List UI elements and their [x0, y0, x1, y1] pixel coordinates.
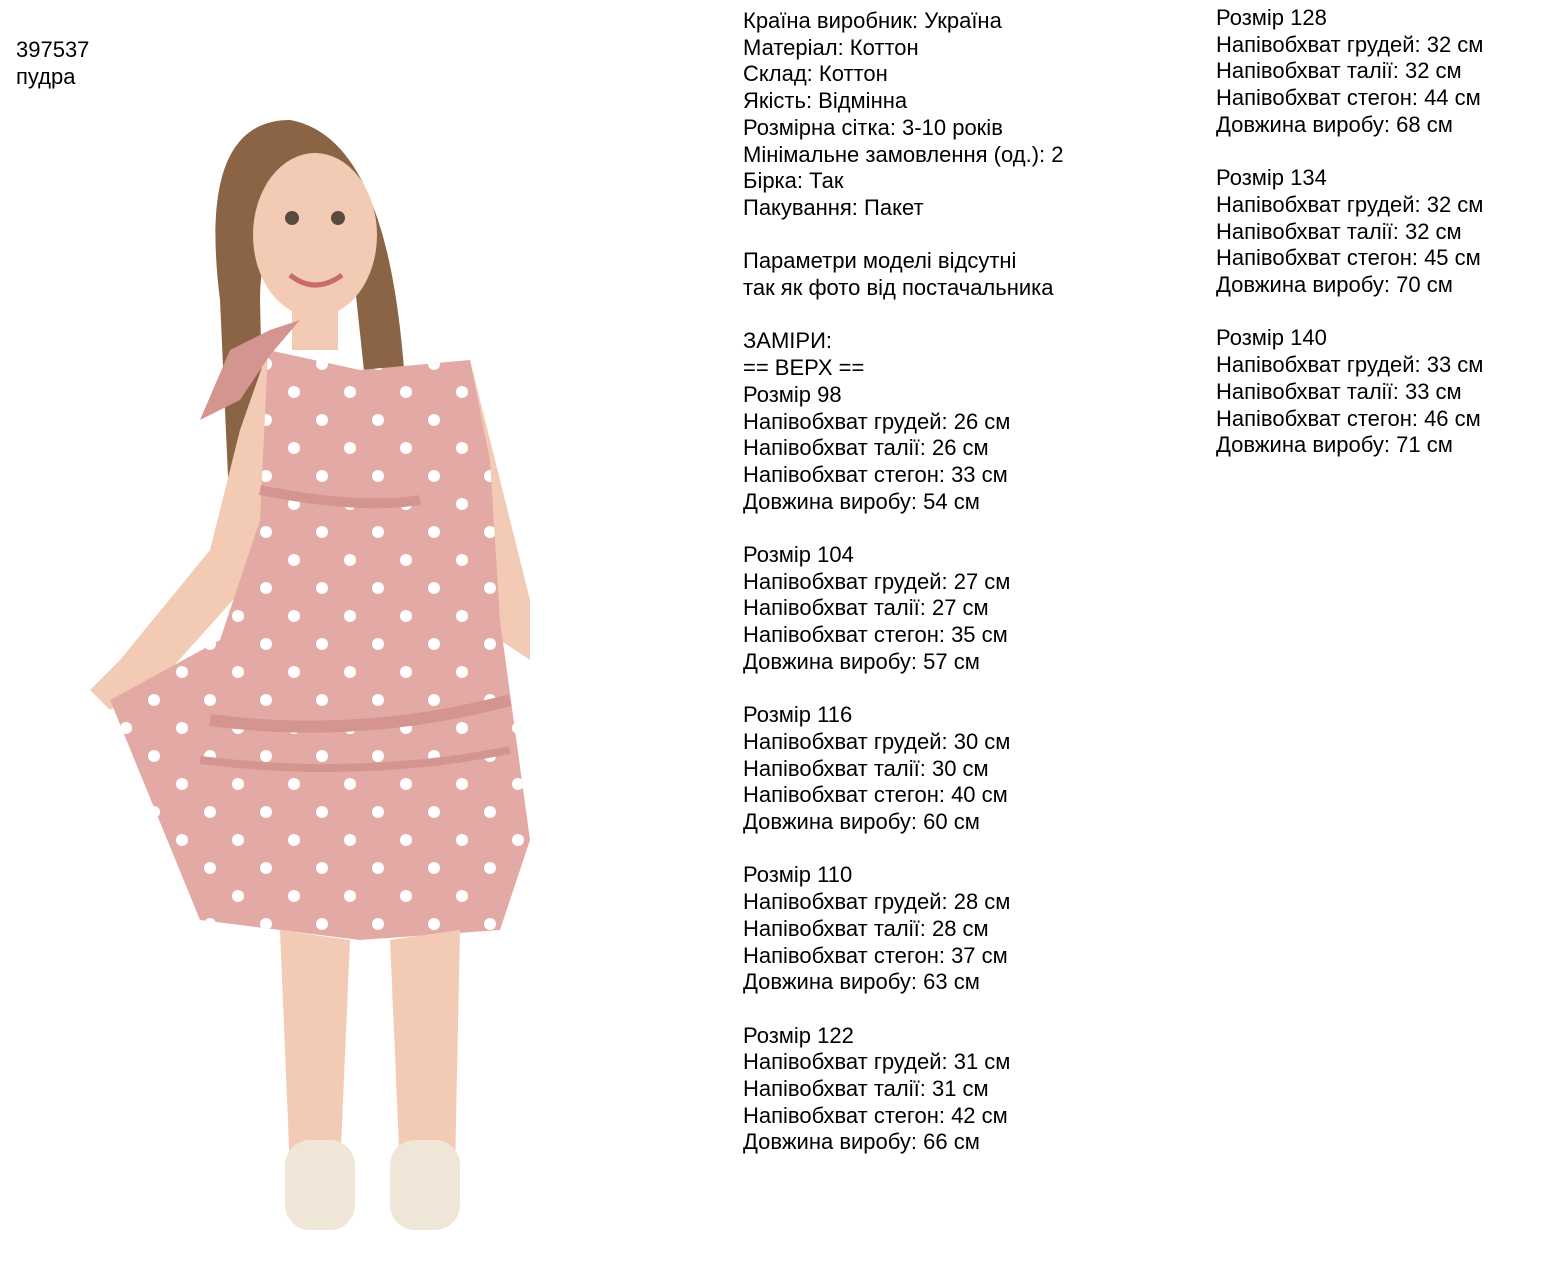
size-chest: Напівобхват грудей: 31 см [743, 1049, 1011, 1075]
size-length: Довжина виробу: 57 см [743, 648, 980, 674]
size-heading: Розмір 98 [743, 381, 842, 407]
size-waist: Напівобхват талії: 27 см [743, 595, 989, 621]
size-length: Довжина виробу: 54 см [743, 488, 980, 514]
size-chest: Напівобхват грудей: 32 см [1216, 191, 1484, 217]
size-waist: Напівобхват талії: 32 см [1216, 218, 1462, 244]
size-length: Довжина виробу: 60 см [743, 809, 980, 835]
spec-line: Якість: Відмінна [743, 88, 908, 114]
size-heading: Розмір 110 [743, 862, 853, 888]
size-waist: Напівобхват талії: 28 см [743, 915, 989, 941]
spec-line: Розмірна сітка: 3-10 років [743, 114, 1003, 140]
note-line: Параметри моделі відсутні [743, 248, 1017, 274]
spec-column-right [1216, 5, 1483, 459]
sandal-left-shape [285, 1140, 355, 1230]
size-hips: Напівобхват стегон: 33 см [743, 461, 1008, 487]
spec-line: Склад: Коттон [743, 61, 888, 87]
product-photo [60, 100, 560, 1260]
size-waist: Напівобхват талії: 31 см [743, 1076, 989, 1102]
size-hips: Напівобхват стегон: 40 см [743, 782, 1008, 808]
measurements-title: ЗАМІРИ: [743, 328, 832, 354]
size-hips: Напівобхват стегон: 45 см [1216, 245, 1481, 271]
size-waist: Напівобхват талії: 32 см [1216, 58, 1462, 84]
size-length: Довжина виробу: 66 см [743, 1129, 980, 1155]
size-chest: Напівобхват грудей: 28 см [743, 889, 1011, 915]
spec-column-left [743, 8, 1063, 1156]
size-length: Довжина виробу: 63 см [743, 969, 980, 995]
size-length: Довжина виробу: 71 см [1216, 432, 1453, 458]
size-chest: Напівобхват грудей: 27 см [743, 568, 1011, 594]
size-chest: Напівобхват грудей: 30 см [743, 728, 1011, 754]
spec-line: Бірка: Так [743, 168, 844, 194]
size-hips: Напівобхват стегон: 35 см [743, 622, 1008, 648]
size-chest: Напівобхват грудей: 26 см [743, 408, 1011, 434]
size-heading: Розмір 134 [1216, 165, 1327, 191]
size-heading: Розмір 140 [1216, 325, 1327, 351]
spec-line: Країна виробник: Україна [743, 8, 1002, 33]
product-sku: 397537 [16, 37, 90, 62]
size-heading: Розмір 104 [743, 542, 854, 568]
face-shape [253, 153, 377, 317]
size-chest: Напівобхват грудей: 32 см [1216, 31, 1484, 57]
spec-line: Матеріал: Коттон [743, 34, 919, 60]
size-waist: Напівобхват талії: 26 см [743, 435, 989, 461]
size-waist: Напівобхват талії: 30 см [743, 755, 989, 781]
size-hips: Напівобхват стегон: 37 см [743, 942, 1008, 968]
size-hips: Напівобхват стегон: 44 см [1216, 85, 1481, 111]
note-line: так як фото від постачальника [743, 275, 1054, 301]
size-chest: Напівобхват грудей: 33 см [1216, 352, 1484, 378]
size-length: Довжина виробу: 68 см [1216, 111, 1453, 137]
size-hips: Напівобхват стегон: 42 см [743, 1102, 1008, 1128]
size-heading: Розмір 122 [743, 1022, 854, 1048]
spec-line: Пакування: Пакет [743, 194, 924, 220]
sandal-right-shape [390, 1140, 460, 1230]
size-hips: Напівобхват стегон: 46 см [1216, 405, 1481, 431]
size-waist: Напівобхват талії: 33 см [1216, 378, 1462, 404]
product-header [16, 36, 89, 90]
spec-line: Мінімальне замовлення (од.): 2 [743, 141, 1064, 167]
section-top-heading: == ВЕРХ == [743, 355, 865, 381]
size-length: Довжина виробу: 70 см [1216, 272, 1453, 298]
product-color: пудра [16, 64, 76, 89]
size-heading: Розмір 116 [743, 702, 853, 728]
size-heading: Розмір 128 [1216, 5, 1327, 30]
